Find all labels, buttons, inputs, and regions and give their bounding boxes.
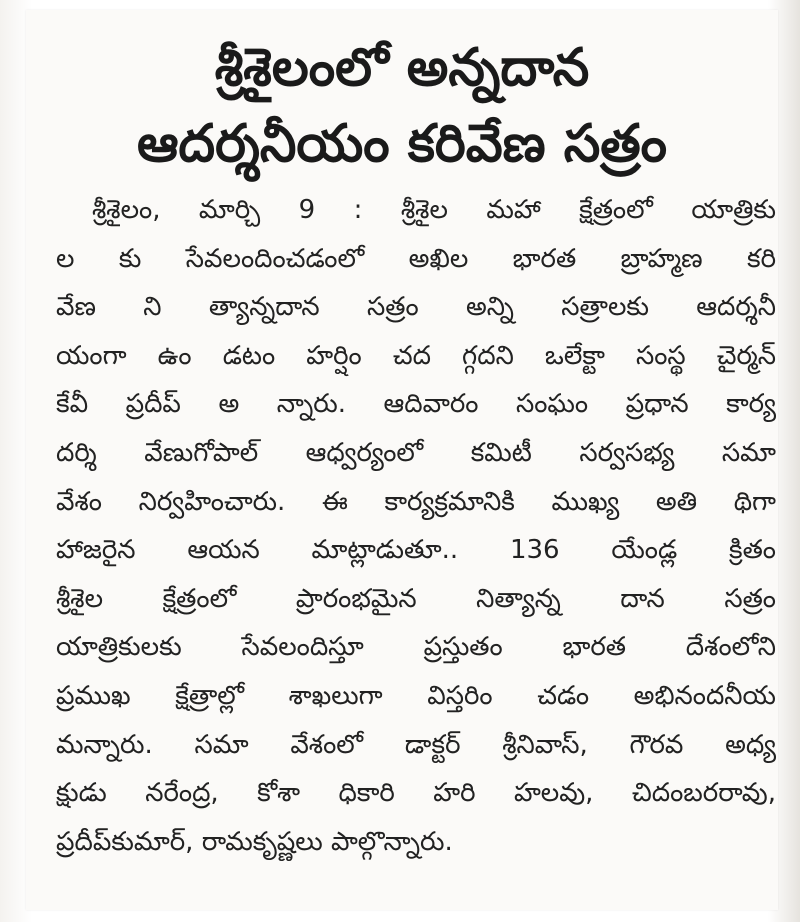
body-line bbox=[26, 575, 778, 624]
body-line-text: దర్శి వేణుగోపాల్ ఆధ్వర్యంలో కమిటీ సర్వసభ్య సమా bbox=[56, 437, 776, 468]
body-line-text: వేశం నిర్వహించారు. ఈ కార్యక్రమానికి ముఖ్య అతి థిగా bbox=[56, 486, 776, 517]
body-line-text: మన్నారు. సమా వేశంలో డాక్టర్ శ్రీనివాస్, గౌరవ అధ్య bbox=[56, 729, 776, 760]
body-line-text: యంగా ఉం డటం హర్షిం చద గ్గదని ఒలేక్టా సంస్థ చైర్మన్ bbox=[56, 340, 776, 371]
body-line-text: శ్రీశైలం, మార్చి 9 : శ్రీశైల మహా క్షేత్రంలో యాత్రికు bbox=[92, 195, 776, 225]
body-line-text: కేవీ ప్రదీప్ అ న్నారు. ఆదివారం సంఘం ప్రధాన కార్య bbox=[56, 389, 776, 420]
body-line bbox=[26, 623, 778, 672]
body-line bbox=[26, 672, 778, 721]
body-line bbox=[26, 186, 778, 235]
body-line-text: యాత్రికులకు సేవలందిస్తూ ప్రస్తుతం భారత దేశంలోని bbox=[56, 632, 776, 663]
body-line-text: ప్రదీప్‌కుమార్, రామకృష్ణలు పాల్గొన్నారు. bbox=[56, 826, 453, 857]
body-line-text: ప్రముఖ క్షేత్రాల్లో శాఖలుగా విస్తరిం చడం అభినందనీయ bbox=[56, 680, 776, 711]
body-line bbox=[26, 478, 778, 527]
article-body bbox=[26, 186, 778, 866]
body-line-text: హాజరైన ఆయన మాట్లాడుతూ.. 136 యేండ్ల క్రితం bbox=[56, 535, 776, 566]
body-line-text: వేణ ని త్యాన్నదాన సత్రం అన్ని సత్రాలకు ఆదర్శనీ bbox=[56, 292, 776, 323]
body-line bbox=[26, 769, 778, 818]
newspaper-clipping bbox=[26, 10, 778, 910]
body-line bbox=[26, 429, 778, 478]
body-line-text: శ్రీశైల క్షేత్రంలో ప్రారంభమైన నిత్యాన్న దాన సత్రం bbox=[56, 583, 776, 614]
headline-line-1: శ్రీశైలంలో అన్నదాన bbox=[214, 38, 590, 98]
body-line bbox=[26, 332, 778, 381]
body-line bbox=[26, 526, 778, 575]
body-line-text: ల కు సేవలందించడంలో అఖిల భారత బ్రాహ్మణ కరి bbox=[56, 243, 776, 274]
body-line bbox=[26, 818, 778, 867]
headline-line-2: ఆదర్శనీయం కరివేణ సత్రం bbox=[136, 114, 668, 174]
body-line-text: క్షుడు నరేంద్ర, కోశా ధికారి హరి హలవు, చిదంబరరావు, bbox=[56, 778, 776, 809]
body-line bbox=[26, 721, 778, 770]
body-line bbox=[26, 235, 778, 284]
body-line bbox=[26, 283, 778, 332]
body-line bbox=[26, 380, 778, 429]
